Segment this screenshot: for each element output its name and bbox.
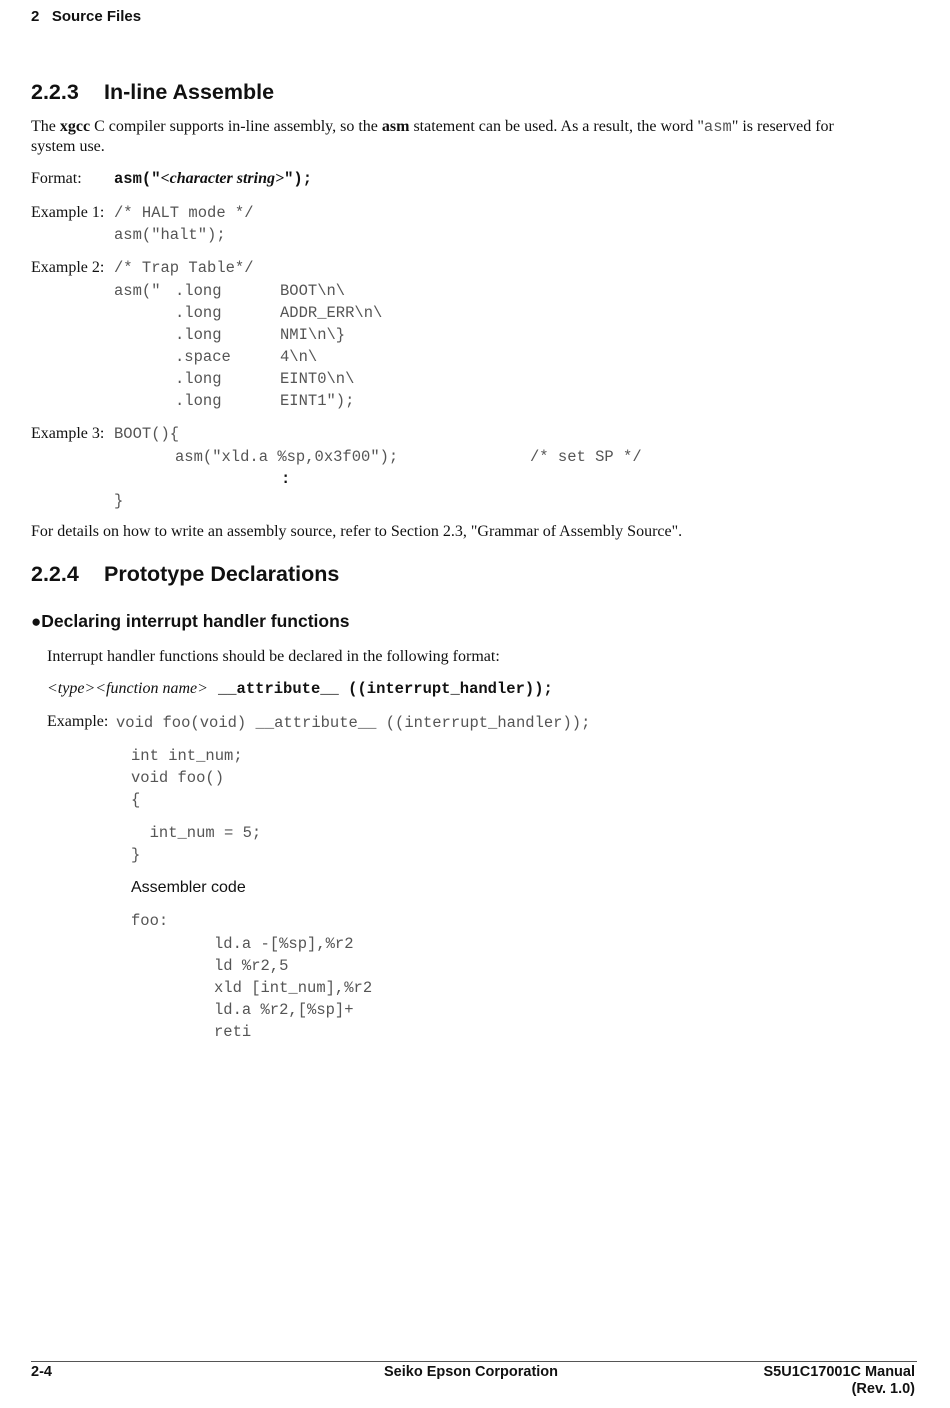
section-title: In-line Assemble — [104, 80, 275, 104]
format-asm-keyword: asm — [114, 170, 142, 188]
intro-paragraph-line1 — [31, 117, 834, 137]
format-syntax — [114, 170, 312, 188]
intro-paragraph-line2: system use. — [31, 138, 105, 155]
format-argument: <character string> — [160, 170, 285, 187]
intro-text: The — [31, 118, 60, 135]
example2-row-arg: 4\n\ — [280, 348, 318, 366]
example3-comment: /* set SP */ — [530, 448, 642, 466]
subheading — [31, 611, 350, 632]
example-declaration: void foo(void) __attribute__ ((interrupt_handler)); — [116, 714, 591, 732]
example2-row-op: .space — [175, 348, 231, 366]
example2-row-op: .long — [175, 326, 222, 344]
example-label: Example: — [47, 713, 109, 730]
example2-row-arg: NMI\n\} — [280, 326, 346, 344]
example3-statement: asm("xld.a %sp,0x3f00"); — [175, 448, 399, 466]
example2-row-arg: ADDR_ERR\n\ — [280, 304, 383, 322]
intro-text: C compiler supports in-line assembly, so the — [90, 118, 382, 135]
example2-row-lead: asm(" — [114, 282, 170, 300]
c-code-line: int_num = 5; — [131, 824, 262, 842]
example3-ellipsis: : — [281, 470, 291, 488]
syntax-type: <type> — [47, 680, 96, 697]
section-number: 2.2.4 — [31, 562, 79, 586]
footer-company: Seiko Epson Corporation — [384, 1364, 559, 1380]
interrupt-syntax — [47, 680, 553, 698]
example1-code-line: /* HALT mode */ — [114, 204, 254, 222]
interrupt-intro: Interrupt handler functions should be declared in the following format: — [47, 648, 500, 665]
bullet-icon: ● — [31, 612, 42, 631]
example2-row-arg: EINT1"); — [280, 392, 355, 410]
example3-open: BOOT(){ — [114, 425, 180, 443]
syntax-attribute: __attribute__ ((interrupt_handler)); — [217, 680, 553, 698]
asm-code-line: ld.a -[%sp],%r2 — [214, 935, 354, 953]
example2-comment: /* Trap Table*/ — [114, 259, 254, 277]
subheading-text: Declaring interrupt handler functions — [41, 611, 350, 631]
assembler-code-label: Assembler code — [131, 879, 246, 896]
example3-label: Example 3: — [31, 425, 105, 442]
footer-manual-title: S5U1C17001C Manual — [763, 1364, 915, 1380]
footer-page-number: 2-4 — [31, 1364, 52, 1380]
syntax-function-name: <function name> — [95, 680, 208, 697]
example1-code-line: asm("halt"); — [114, 226, 226, 244]
asm-code-line: ld %r2,5 — [214, 957, 289, 975]
running-head: 2 Source Files — [31, 8, 142, 25]
intro-code-asm: asm — [703, 118, 732, 136]
intro-text: " is reserved for — [731, 118, 834, 135]
example1-label: Example 1: — [31, 204, 105, 221]
example2-label: Example 2: — [31, 259, 105, 276]
section-title: Prototype Declarations — [104, 562, 340, 586]
c-code-line: int int_num; — [131, 747, 243, 765]
asm-code-line: xld [int_num],%r2 — [214, 979, 373, 997]
footer-revision: (Rev. 1.0) — [851, 1381, 915, 1397]
c-code-line: { — [131, 791, 141, 809]
asm-code-line: ld.a %r2,[%sp]+ — [214, 1001, 354, 1019]
format-close: "); — [284, 170, 312, 188]
intro-bold-asm: asm — [381, 118, 410, 135]
details-paragraph: For details on how to write an assembly source, refer to Section 2.3, "Grammar of Assembly Source". — [31, 523, 683, 540]
format-label: Format: — [31, 170, 82, 187]
format-open: (" — [141, 170, 161, 188]
example2-row-op: .long — [175, 304, 222, 322]
c-code-line: } — [131, 846, 141, 864]
section-heading-2-2-4 — [31, 562, 339, 587]
example3-close: } — [114, 492, 124, 510]
example2-row-op: .long — [175, 282, 222, 300]
intro-text: statement can be used. As a result, the word " — [409, 118, 704, 135]
c-code-line: void foo() — [131, 769, 225, 787]
footer-rule — [31, 1361, 917, 1362]
asm-label-line: foo: — [131, 912, 169, 930]
example2-row-op: .long — [175, 392, 222, 410]
example2-row-arg: BOOT\n\ — [280, 282, 346, 300]
section-heading-2-2-3 — [31, 80, 274, 105]
example2-row-op: .long — [175, 370, 222, 388]
intro-bold-xgcc: xgcc — [59, 118, 91, 135]
section-number: 2.2.3 — [31, 80, 79, 104]
example2-row-arg: EINT0\n\ — [280, 370, 355, 388]
asm-code-line: reti — [214, 1023, 252, 1041]
